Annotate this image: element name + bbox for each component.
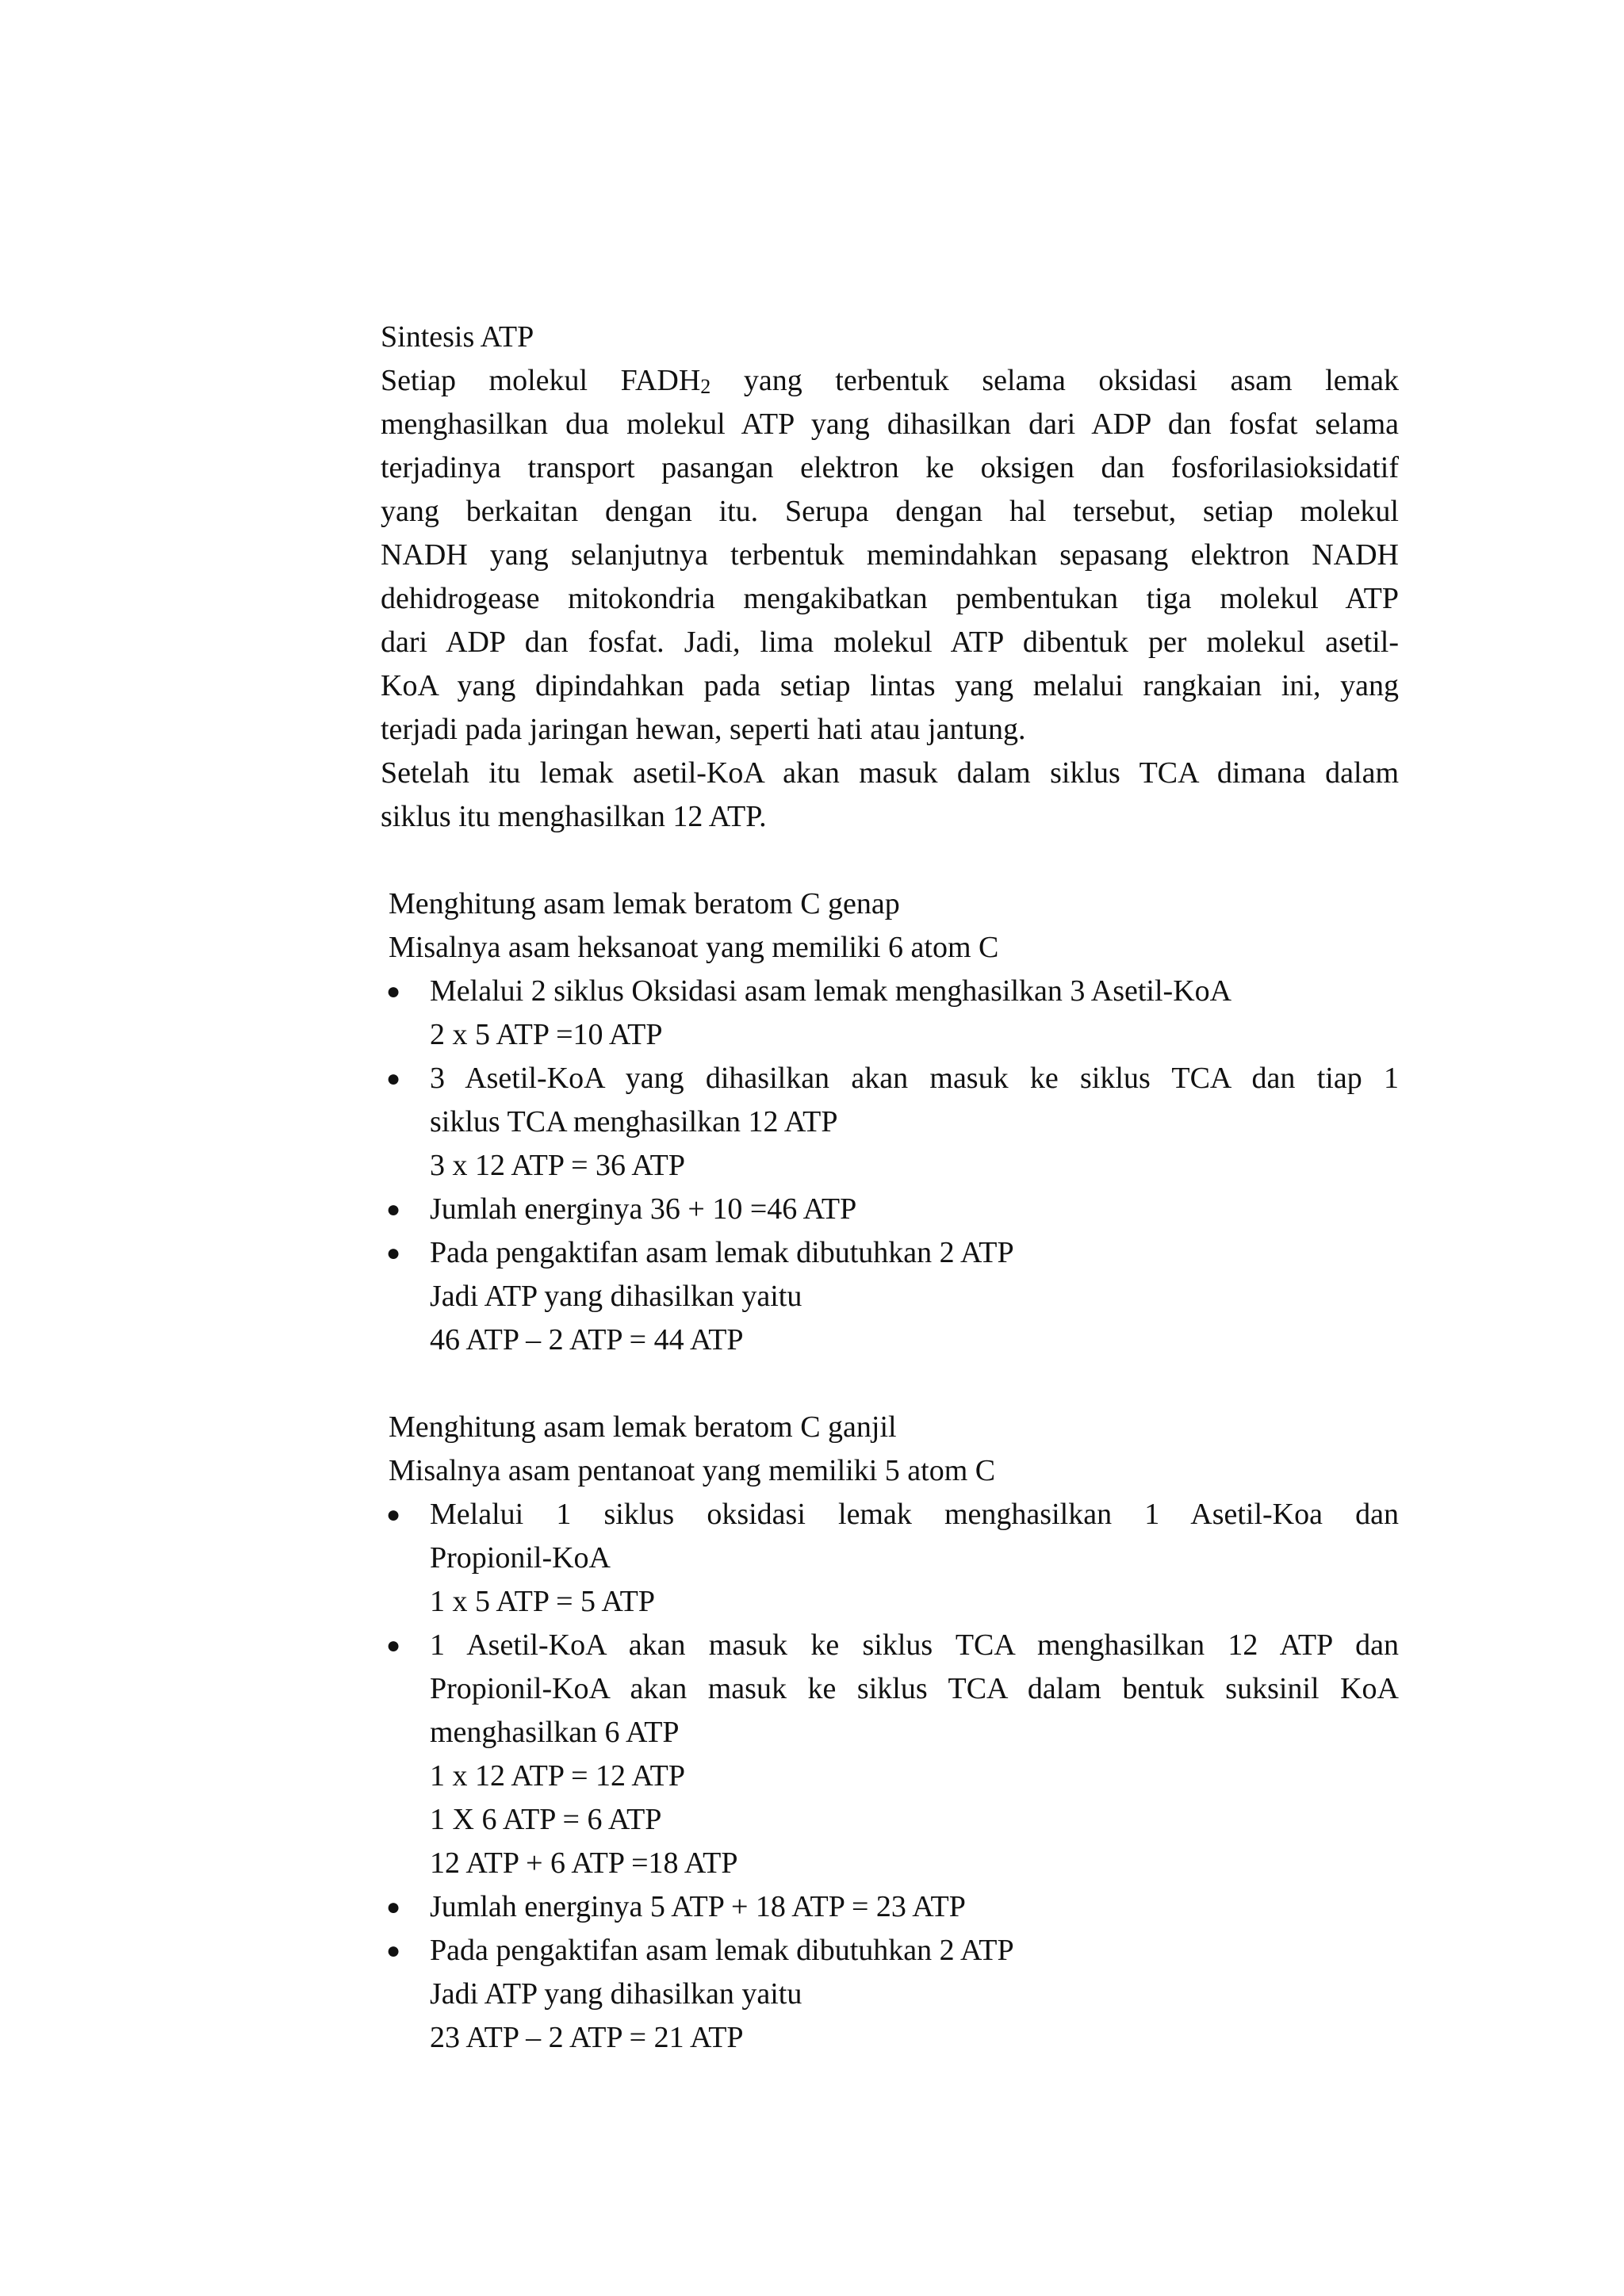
spacer xyxy=(381,1362,1399,1406)
list-item-line: 1 X 6 ATP = 6 ATP xyxy=(430,1803,662,1836)
list-item xyxy=(381,1231,1399,1362)
bullet-icon: ● xyxy=(385,1894,401,1920)
list-item-line: 12 ATP + 6 ATP =18 ATP xyxy=(430,1846,738,1880)
bullet-icon: ● xyxy=(385,1502,401,1528)
bullet-icon: ● xyxy=(385,1240,401,1266)
list-item-line: 1 x 5 ATP = 5 ATP xyxy=(430,1585,655,1618)
paragraph-line: dehidrogease mitokondria mengakibatkan pembentukan tiga molekul ATP xyxy=(381,582,1399,615)
bullet-icon: ● xyxy=(385,1938,401,1964)
bullet-icon: ● xyxy=(385,1066,401,1092)
list-item xyxy=(381,1624,1399,1885)
example-line: Misalnya asam heksanoat yang memiliki 6 atom C xyxy=(389,931,999,964)
list-item xyxy=(381,1929,1399,2060)
list-item xyxy=(381,1188,1399,1231)
list-item-line: Jumlah energinya 36 + 10 =46 ATP xyxy=(430,1192,857,1226)
section-title: Sintesis ATP xyxy=(381,320,534,354)
list-item-line: siklus TCA menghasilkan 12 ATP xyxy=(430,1105,838,1138)
list-item xyxy=(381,1885,1399,1929)
paragraph-line: yang berkaitan dengan itu. Serupa dengan hal tersebut, setiap molekul xyxy=(381,495,1399,528)
list-item-line: 1 x 12 ATP = 12 ATP xyxy=(430,1759,685,1793)
bullet-icon: ● xyxy=(385,1196,401,1223)
paragraph-line: Setelah itu lemak asetil-KoA akan masuk dalam siklus TCA dimana dalam xyxy=(381,756,1399,790)
paragraph-line: terjadi pada jaringan hewan, seperti hati atau jantung. xyxy=(381,713,1026,746)
section-heading-odd: Menghitung asam lemak beratom C ganjil xyxy=(389,1410,897,1444)
example-line: Misalnya asam pentanoat yang memiliki 5 atom C xyxy=(389,1454,996,1487)
list-item-line: 3 Asetil-KoA yang dihasilkan akan masuk ke siklus TCA dan tiap 1 xyxy=(430,1062,1399,1095)
bullet-icon: ● xyxy=(385,978,401,1004)
list-item-line: Jadi ATP yang dihasilkan yaitu xyxy=(430,1280,802,1313)
spacer xyxy=(381,839,1399,882)
list-item-line: 3 x 12 ATP = 36 ATP xyxy=(430,1149,685,1182)
list-item-line: menghasilkan 6 ATP xyxy=(430,1716,680,1749)
bullet-icon: ● xyxy=(385,1632,401,1659)
list-item-line: Jadi ATP yang dihasilkan yaitu xyxy=(430,1977,802,2011)
list-item-line: Propionil-KoA akan masuk ke siklus TCA dalam bentuk suksinil KoA xyxy=(430,1672,1399,1705)
paragraph-line: Setiap molekul $FADH_2$ yang terbentuk selama oksidasi asam lemak xyxy=(381,364,1399,398)
paragraph-line: dari ADP dan fosfat. Jadi, lima molekul ATP dibentuk per molekul asetil- xyxy=(381,626,1399,659)
list-item-line: 2 x 5 ATP =10 ATP xyxy=(430,1018,663,1051)
list-item xyxy=(381,970,1399,1057)
list-item-line: Pada pengaktifan asam lemak dibutuhkan 2 ATP xyxy=(430,1236,1014,1269)
list-item xyxy=(381,1493,1399,1624)
paragraph-line: KoA yang dipindahkan pada setiap lintas yang melalui rangkaian ini, yang xyxy=(381,669,1399,702)
paragraph-line: terjadinya transport pasangan elektron ke oksigen dan fosforilasioksidatif xyxy=(381,451,1399,484)
paragraph-line: siklus itu menghasilkan 12 ATP. xyxy=(381,800,767,833)
list-item-line: Pada pengaktifan asam lemak dibutuhkan 2 ATP xyxy=(430,1934,1014,1967)
list-item-line: Jumlah energinya 5 ATP + 18 ATP = 23 ATP xyxy=(430,1890,966,1923)
list-item xyxy=(381,1057,1399,1188)
list-item-line: 1 Asetil-KoA akan masuk ke siklus TCA menghasilkan 12 ATP dan xyxy=(430,1628,1399,1662)
list-item-line: 46 ATP – 2 ATP = 44 ATP xyxy=(430,1323,744,1357)
list-item-line: Melalui 2 siklus Oksidasi asam lemak menghasilkan 3 Asetil-KoA xyxy=(430,974,1232,1008)
section-heading-even: Menghitung asam lemak beratom C genap xyxy=(389,887,900,920)
page-content xyxy=(381,316,1399,2060)
paragraph-line: NADH yang selanjutnya terbentuk memindahkan sepasang elektron NADH xyxy=(381,538,1399,572)
list-item-line: Melalui 1 siklus oksidasi lemak menghasilkan 1 Asetil-Koa dan xyxy=(430,1498,1399,1531)
list-item-line: Propionil-KoA xyxy=(430,1541,611,1575)
paragraph-line: menghasilkan dua molekul ATP yang dihasilkan dari ADP dan fosfat selama xyxy=(381,408,1399,441)
list-item-line: 23 ATP – 2 ATP = 21 ATP xyxy=(430,2021,744,2054)
